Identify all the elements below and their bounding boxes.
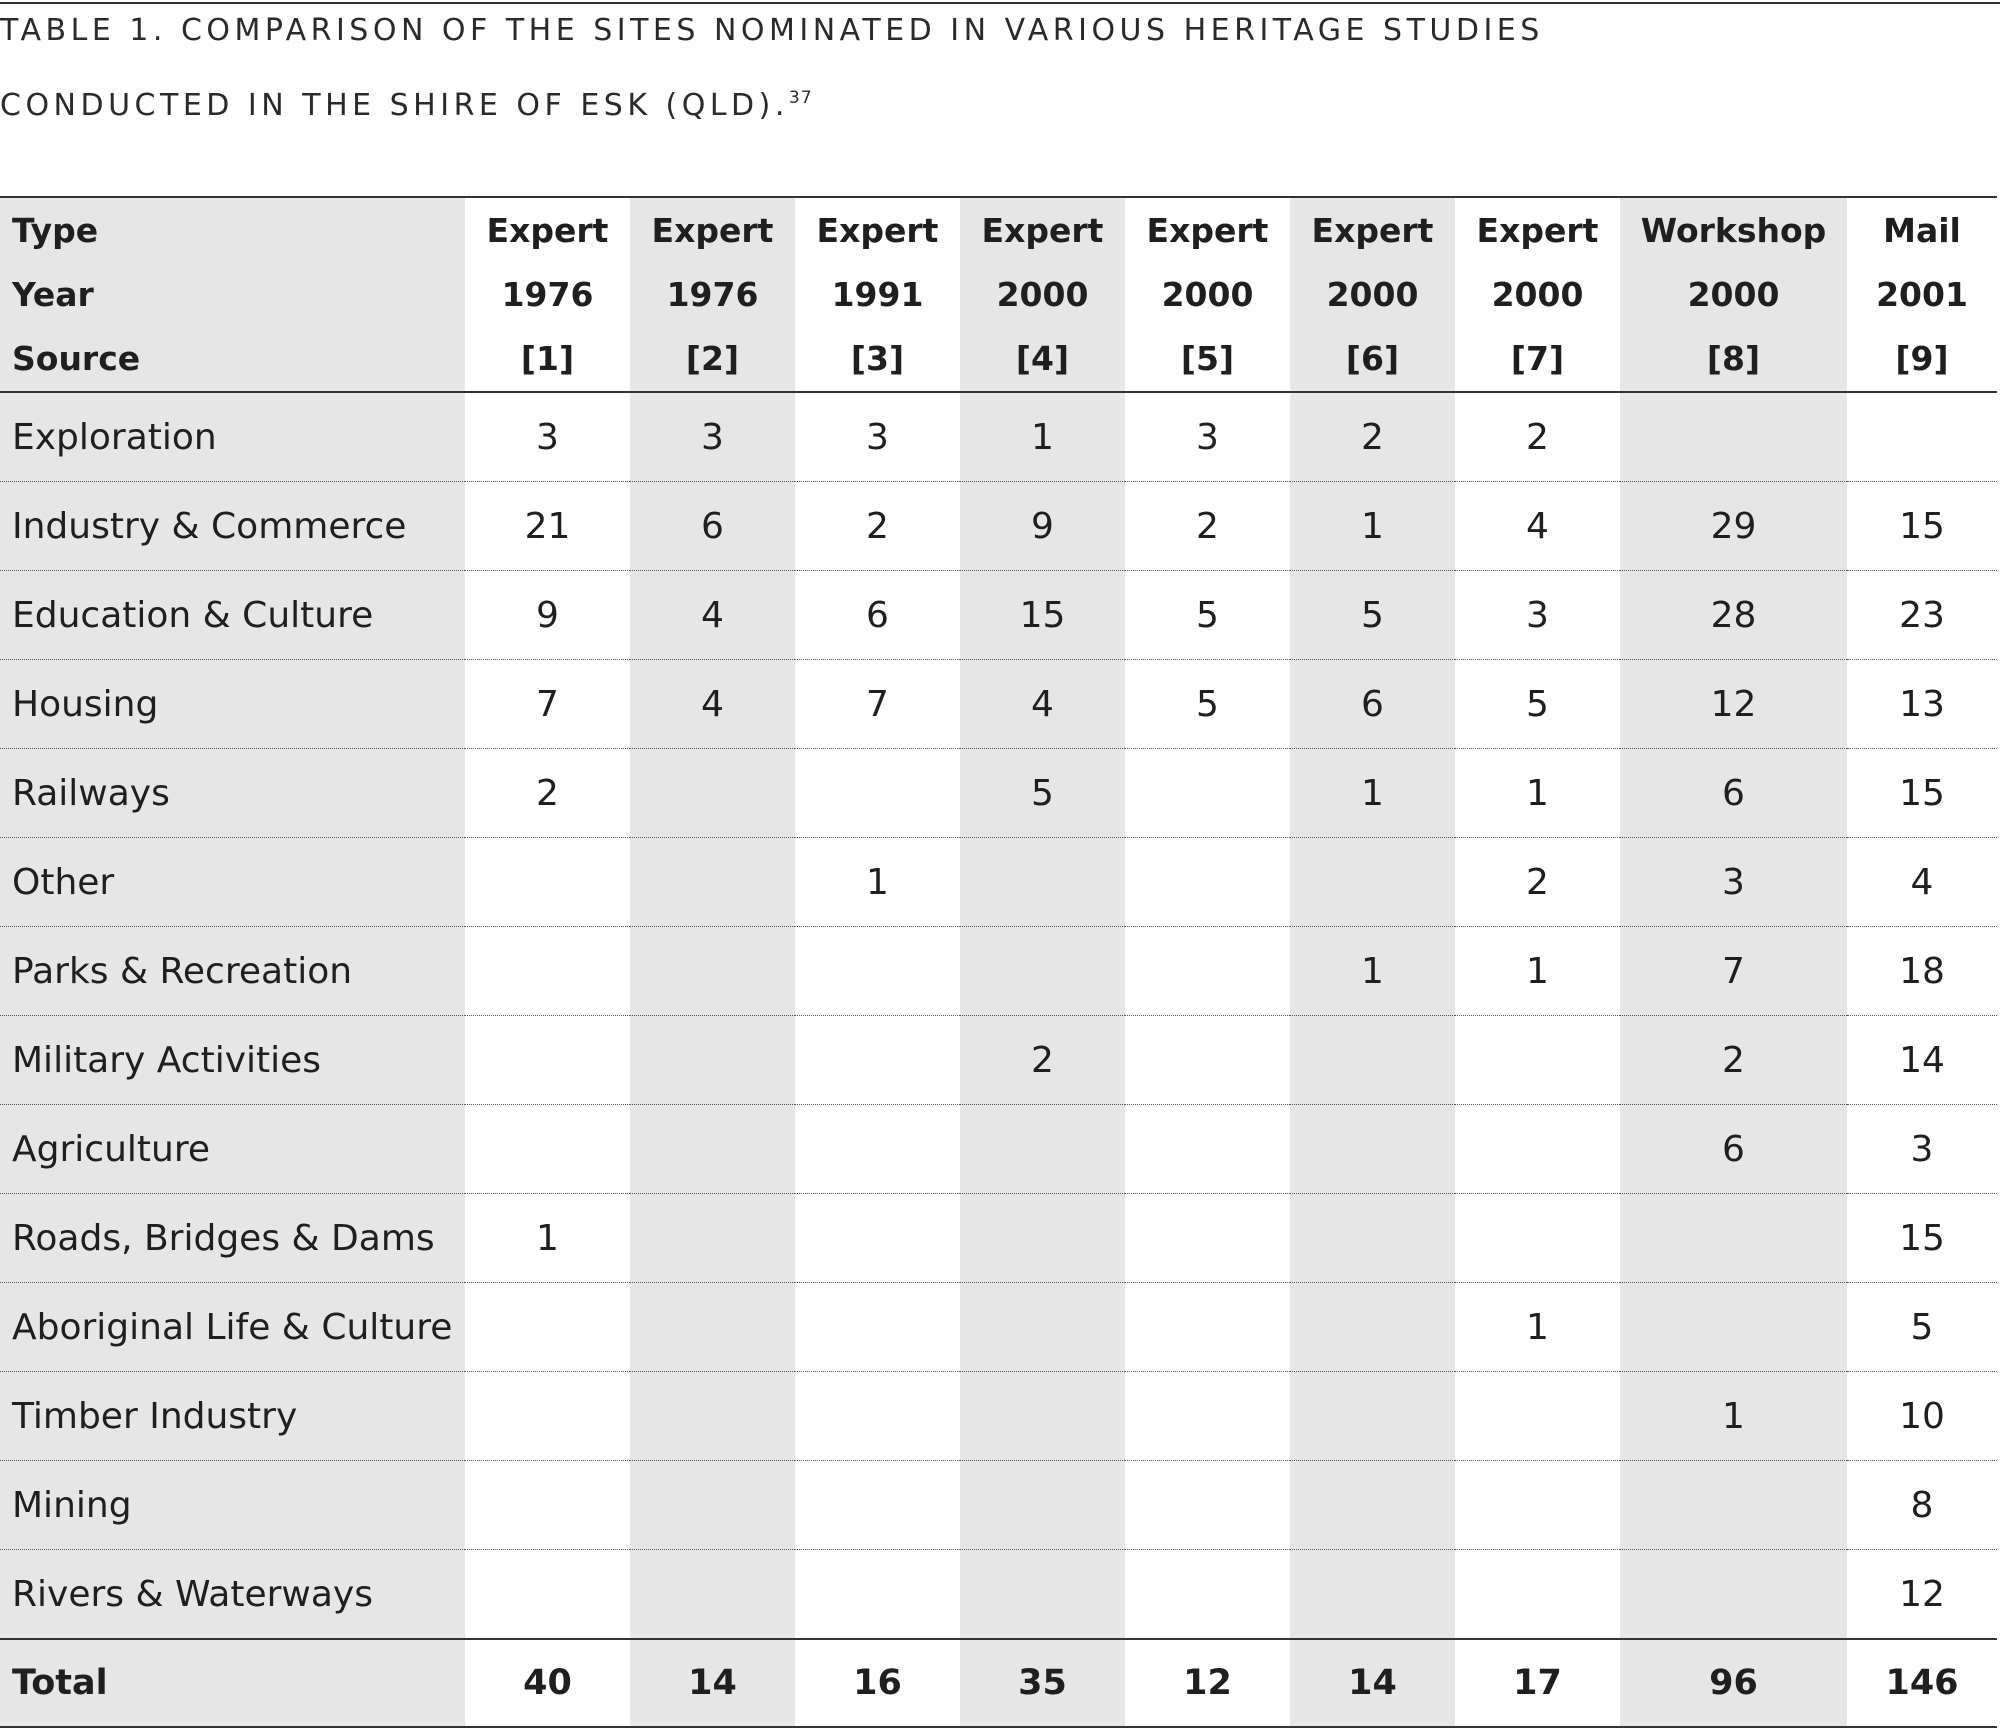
table-cell: [1125, 927, 1290, 1016]
table-cell: 4: [630, 660, 795, 749]
total-cell: 40: [465, 1639, 630, 1727]
table-cell: [1125, 749, 1290, 838]
table-cell: [960, 1461, 1125, 1550]
table-cell: 1: [1620, 1372, 1847, 1461]
total-cell: 14: [630, 1639, 795, 1727]
table-cell: [960, 838, 1125, 927]
table-cell: 5: [1847, 1283, 1997, 1372]
table-cell: 9: [960, 482, 1125, 571]
table-cell: [630, 749, 795, 838]
table-cell: 5: [1125, 660, 1290, 749]
table-row: [0, 1016, 1997, 1105]
table-cell: [630, 1283, 795, 1372]
header-col-source: [7]: [1510, 338, 1565, 378]
table-cell: [630, 838, 795, 927]
table-row: [0, 838, 1997, 927]
table-cell: [1455, 1105, 1620, 1194]
table-cell: 3: [1620, 838, 1847, 927]
table-body: [0, 392, 1997, 1727]
header-col-type: Mail: [1883, 210, 1961, 250]
row-label: Aboriginal Life & Culture: [0, 1283, 465, 1372]
caption-footnote-ref: 37: [788, 88, 813, 108]
table-cell: [465, 1283, 630, 1372]
table-cell: [1125, 1016, 1290, 1105]
table-cell: 29: [1620, 482, 1847, 571]
row-label: Railways: [0, 749, 465, 838]
table-cell: [1290, 1194, 1455, 1283]
header-col-source: [3]: [850, 338, 905, 378]
table-cell: [1125, 1550, 1290, 1640]
table-cell: 6: [1620, 749, 1847, 838]
table-cell: [1620, 1461, 1847, 1550]
header-col-type: Expert: [1311, 210, 1434, 250]
table-cell: 4: [960, 660, 1125, 749]
table-cell: 5: [1125, 571, 1290, 660]
total-cell: 17: [1455, 1639, 1620, 1727]
table-cell: [960, 1105, 1125, 1194]
table-cell: 4: [1455, 482, 1620, 571]
table-cell: 1: [795, 838, 960, 927]
table-cell: 14: [1847, 1016, 1997, 1105]
table-cell: [960, 1372, 1125, 1461]
header-col-type: Expert: [1476, 210, 1599, 250]
table-cell: 12: [1847, 1550, 1997, 1640]
table-cell: 2: [465, 749, 630, 838]
table-cell: [1455, 1194, 1620, 1283]
table-cell: [795, 1372, 960, 1461]
table-cell: 12: [1620, 660, 1847, 749]
table-row: [0, 1372, 1997, 1461]
table-cell: [465, 927, 630, 1016]
header-col-year: 1991: [831, 274, 924, 314]
table-cell: 4: [1847, 838, 1997, 927]
table-cell: 3: [465, 392, 630, 482]
header-col-year: 2000: [996, 274, 1089, 314]
table-cell: [630, 927, 795, 1016]
table-row: [0, 571, 1997, 660]
header-col-6: [1290, 197, 1455, 392]
row-label: Roads, Bridges & Dams: [0, 1194, 465, 1283]
table-cell: 3: [1847, 1105, 1997, 1194]
table-cell: 2: [1455, 392, 1620, 482]
table-cell: [1620, 1550, 1847, 1640]
table-cell: [465, 1372, 630, 1461]
table-cell: [1125, 1283, 1290, 1372]
table-cell: [1125, 838, 1290, 927]
table-cell: [1290, 1372, 1455, 1461]
table-cell: [630, 1016, 795, 1105]
header-col-type: Expert: [486, 210, 609, 250]
table-cell: [1455, 1461, 1620, 1550]
header-col-source: [5]: [1180, 338, 1235, 378]
table-cell: 7: [1620, 927, 1847, 1016]
total-cell: 12: [1125, 1639, 1290, 1727]
header-col-8: [1620, 197, 1847, 392]
table-row: [0, 1194, 1997, 1283]
table-cell: 6: [1290, 660, 1455, 749]
header-col-5: [1125, 197, 1290, 392]
header-col-1: [465, 197, 630, 392]
table-row: [0, 749, 1997, 838]
table-cell: 1: [1455, 1283, 1620, 1372]
header-col-type: Expert: [1146, 210, 1269, 250]
table-row: [0, 1283, 1997, 1372]
table-cell: [465, 1461, 630, 1550]
header-col-source: [8]: [1706, 338, 1761, 378]
table-cell: 3: [795, 392, 960, 482]
table-row: [0, 660, 1997, 749]
header-col-4: [960, 197, 1125, 392]
table-cell: 2: [960, 1016, 1125, 1105]
table-cell: [1620, 1194, 1847, 1283]
table-cell: [630, 1550, 795, 1640]
top-rule: [0, 2, 2000, 4]
table-cell: 2: [1290, 392, 1455, 482]
table-cell: 7: [465, 660, 630, 749]
row-label: Exploration: [0, 392, 465, 482]
table-cell: 6: [795, 571, 960, 660]
table-cell: 2: [1125, 482, 1290, 571]
table-cell: [630, 1461, 795, 1550]
table-cell: [465, 1550, 630, 1640]
table-cell: 15: [1847, 749, 1997, 838]
header-col-type: Expert: [816, 210, 939, 250]
table-cell: 18: [1847, 927, 1997, 1016]
table-cell: [1125, 1372, 1290, 1461]
table-cell: [1125, 1194, 1290, 1283]
table-cell: [1125, 1105, 1290, 1194]
table-cell: 5: [1290, 571, 1455, 660]
total-row: [0, 1639, 1997, 1727]
row-label: Timber Industry: [0, 1372, 465, 1461]
header-col-3: [795, 197, 960, 392]
table-cell: [465, 1105, 630, 1194]
table-cell: 3: [630, 392, 795, 482]
table-cell: 6: [1620, 1105, 1847, 1194]
table-cell: [630, 1194, 795, 1283]
row-label: Other: [0, 838, 465, 927]
table-cell: [1455, 1016, 1620, 1105]
total-cell: 146: [1847, 1639, 1997, 1727]
table-cell: 28: [1620, 571, 1847, 660]
table-row: [0, 1105, 1997, 1194]
header-col-type: Expert: [651, 210, 774, 250]
table-cell: 15: [960, 571, 1125, 660]
table-cell: 5: [960, 749, 1125, 838]
total-label: Total: [0, 1639, 465, 1727]
table-cell: [795, 1461, 960, 1550]
header-col-year: 2000: [1491, 274, 1584, 314]
header-col-type: Expert: [981, 210, 1104, 250]
header-col-year: 1976: [666, 274, 759, 314]
row-label: Rivers & Waterways: [0, 1550, 465, 1640]
row-label: Military Activities: [0, 1016, 465, 1105]
table-cell: [1455, 1550, 1620, 1640]
header-col-2: [630, 197, 795, 392]
table-cell: [795, 1283, 960, 1372]
table-cell: [630, 1105, 795, 1194]
table-cell: 13: [1847, 660, 1997, 749]
table-cell: 5: [1455, 660, 1620, 749]
header-label-year: Year: [12, 274, 94, 314]
row-label: Agriculture: [0, 1105, 465, 1194]
table-cell: [1847, 392, 1997, 482]
header-col-year: 2001: [1876, 274, 1968, 314]
table-cell: 1: [960, 392, 1125, 482]
table-cell: [960, 1550, 1125, 1640]
header-col-year: 1976: [501, 274, 594, 314]
table-cell: 1: [1290, 927, 1455, 1016]
total-cell: 16: [795, 1639, 960, 1727]
table-cell: 9: [465, 571, 630, 660]
header-col-source: [1]: [520, 338, 575, 378]
table-cell: 1: [465, 1194, 630, 1283]
table-cell: [795, 1105, 960, 1194]
table-cell: 1: [1455, 749, 1620, 838]
table-cell: [1290, 1461, 1455, 1550]
table-cell: 2: [1455, 838, 1620, 927]
table-cell: [795, 1016, 960, 1105]
header-col-source: [6]: [1345, 338, 1400, 378]
header-col-7: [1455, 197, 1620, 392]
table-cell: [1620, 392, 1847, 482]
table-cell: 1: [1455, 927, 1620, 1016]
table-cell: 6: [630, 482, 795, 571]
total-cell: 35: [960, 1639, 1125, 1727]
table-cell: [1290, 1016, 1455, 1105]
table-cell: [1290, 1550, 1455, 1640]
table-row: [0, 1550, 1997, 1640]
table-cell: 21: [465, 482, 630, 571]
table-row: [0, 927, 1997, 1016]
caption-line-1: TABLE 1. COMPARISON OF THE SITES NOMINATED IN VARIOUS HERITAGE STUDIES: [0, 13, 1544, 48]
table-cell: [960, 1283, 1125, 1372]
table-row: [0, 392, 1997, 482]
table-cell: [1620, 1283, 1847, 1372]
table-cell: 3: [1455, 571, 1620, 660]
total-cell: 14: [1290, 1639, 1455, 1727]
header-col-year: 2000: [1326, 274, 1419, 314]
table-cell: [1290, 1105, 1455, 1194]
header-label-source: Source: [12, 338, 141, 378]
row-label: Mining: [0, 1461, 465, 1550]
table-cell: [960, 927, 1125, 1016]
row-label: Education & Culture: [0, 571, 465, 660]
table-cell: [1455, 1372, 1620, 1461]
table-row: [0, 482, 1997, 571]
caption-line-2-text: CONDUCTED IN THE SHIRE OF ESK (QLD).: [0, 88, 789, 123]
table-cell: 2: [1620, 1016, 1847, 1105]
header-col-source: [2]: [685, 338, 740, 378]
header-row: [0, 197, 1997, 392]
caption-line-2: [0, 83, 813, 121]
table-cell: 4: [630, 571, 795, 660]
header-col-source: [9]: [1895, 338, 1949, 378]
header-col-year: 2000: [1161, 274, 1254, 314]
table-cell: [1125, 1461, 1290, 1550]
header-col-type: Workshop: [1640, 210, 1827, 250]
table-cell: 8: [1847, 1461, 1997, 1550]
header-col-source: [4]: [1015, 338, 1070, 378]
table-row: [0, 1461, 1997, 1550]
header-col-9: [1847, 197, 1997, 392]
table-cell: 1: [1290, 749, 1455, 838]
table-cell: 2: [795, 482, 960, 571]
row-label: Parks & Recreation: [0, 927, 465, 1016]
header-col-year: 2000: [1687, 274, 1780, 314]
heritage-comparison-table: [0, 196, 1997, 1728]
table-cell: 3: [1125, 392, 1290, 482]
table-cell: 1: [1290, 482, 1455, 571]
header-label-type: Type: [12, 210, 99, 250]
row-label: Housing: [0, 660, 465, 749]
table-cell: [630, 1372, 795, 1461]
table-cell: [795, 927, 960, 1016]
table-cell: [465, 1016, 630, 1105]
table-cell: [795, 1550, 960, 1640]
table-cell: [1290, 1283, 1455, 1372]
table-cell: 10: [1847, 1372, 1997, 1461]
table-cell: 23: [1847, 571, 1997, 660]
table-cell: [795, 1194, 960, 1283]
table-cell: [960, 1194, 1125, 1283]
total-cell: 96: [1620, 1639, 1847, 1727]
table-cell: 7: [795, 660, 960, 749]
table-cell: [1290, 838, 1455, 927]
table-cell: [465, 838, 630, 927]
row-label: Industry & Commerce: [0, 482, 465, 571]
table-cell: [795, 749, 960, 838]
table-cell: 15: [1847, 1194, 1997, 1283]
header-labels: [0, 197, 465, 392]
table-cell: 15: [1847, 482, 1997, 571]
